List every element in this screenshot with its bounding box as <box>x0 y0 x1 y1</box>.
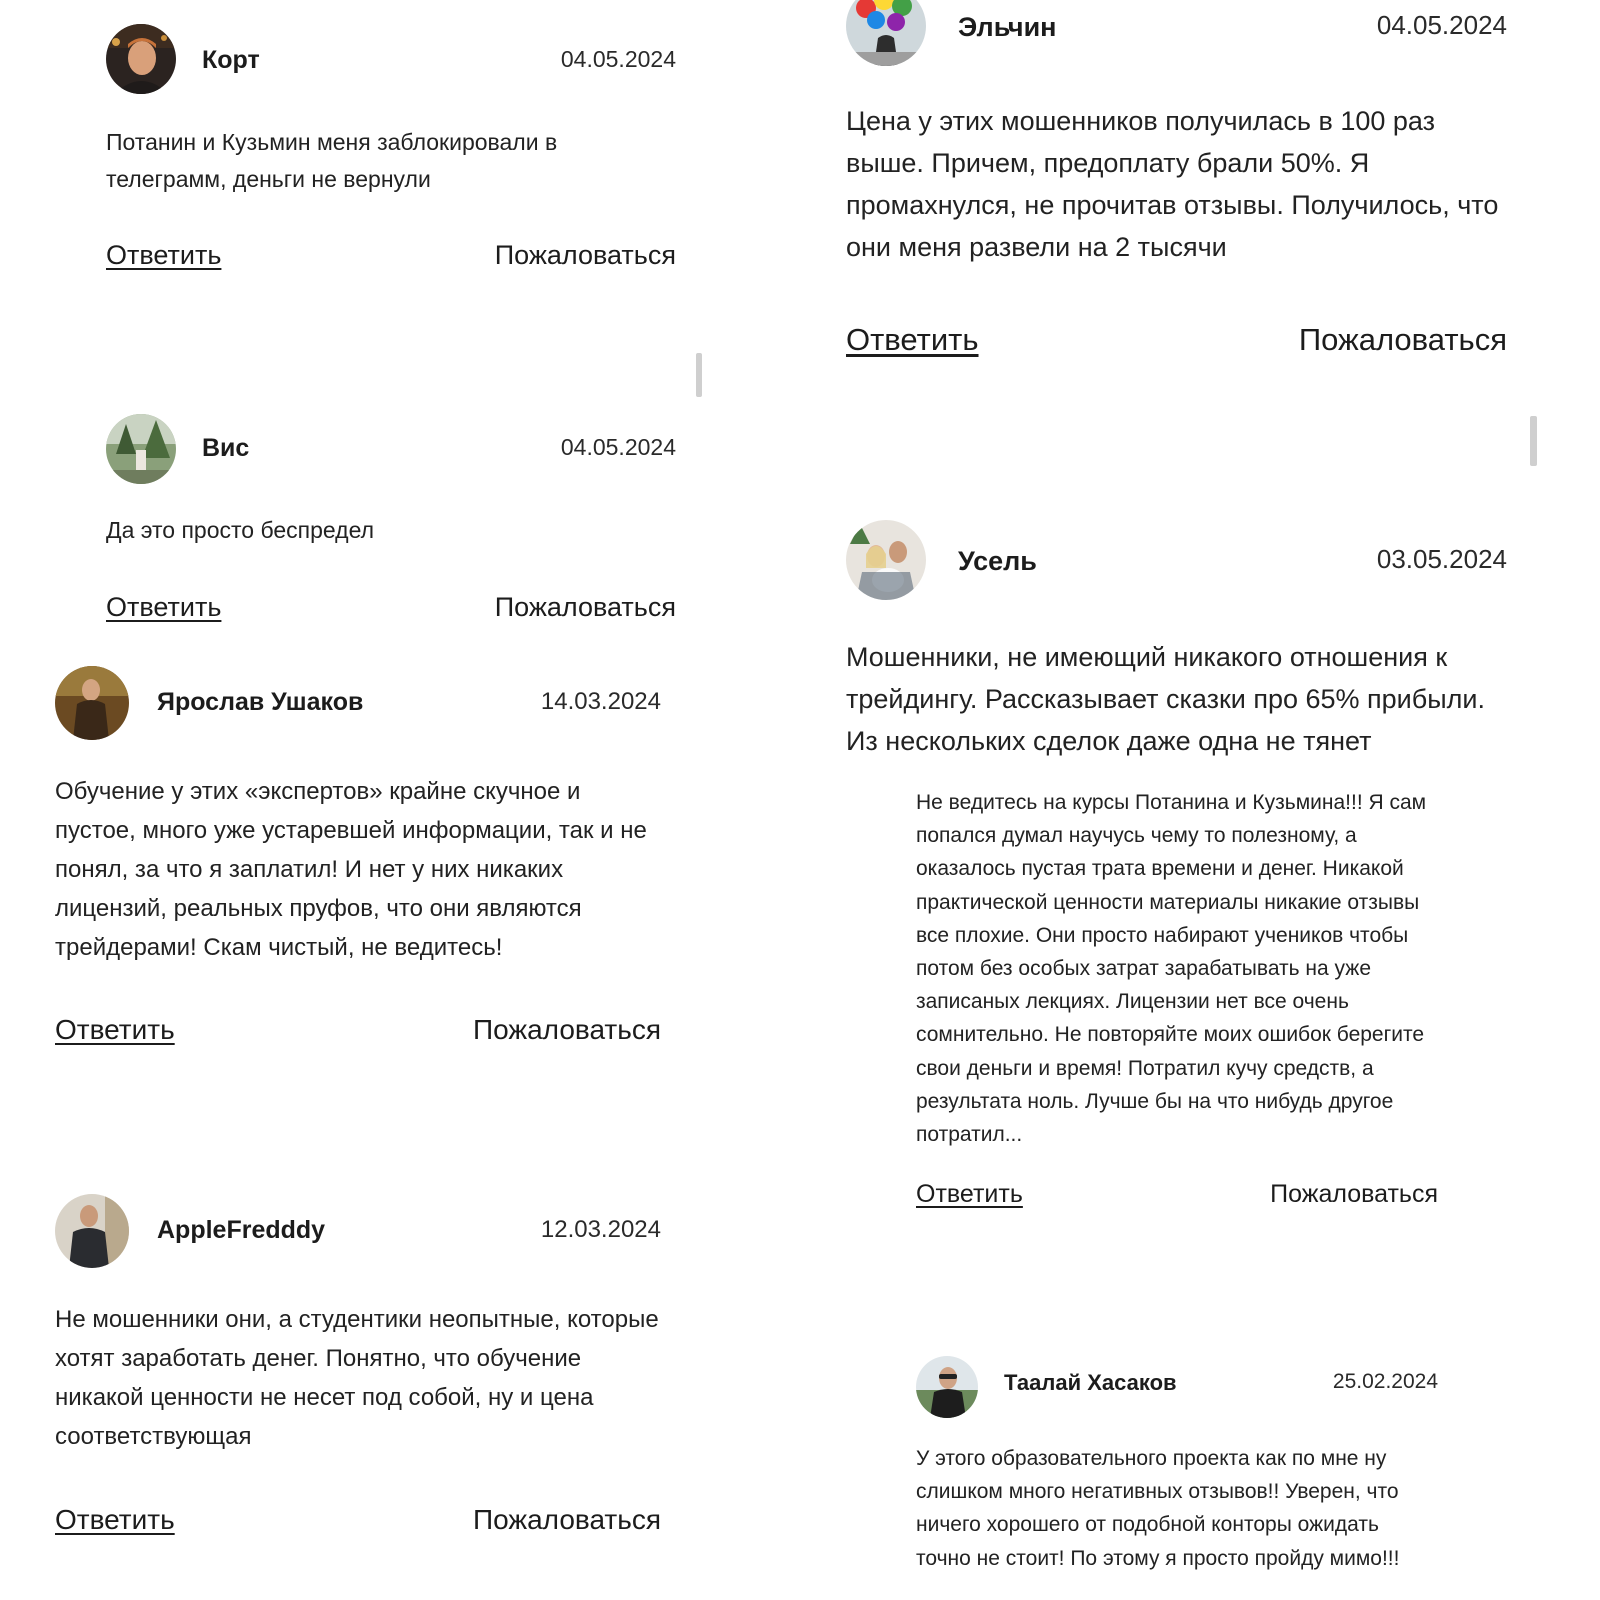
review-text: Да это просто беспредел <box>106 517 375 543</box>
reply-link[interactable]: Ответить <box>846 322 979 357</box>
reply-link[interactable]: Ответить <box>106 592 222 622</box>
author-name: Ярослав Ушаков <box>157 688 364 716</box>
review-card <box>55 666 661 1056</box>
reply-link[interactable]: Ответить <box>55 1504 175 1535</box>
reply-link[interactable]: Ответить <box>55 1014 175 1045</box>
author-name: Вис <box>202 434 250 462</box>
review-date: 12.03.2024 <box>540 1216 661 1243</box>
review-text: Цена у этих мошенников получилась в 100 раз выше. Причем, предоплату брали 50%. Я промахнулся, не прочитав отзывы. Получилось, что они меня развели на 2 тысячи <box>846 106 1499 262</box>
review-card <box>55 1194 661 1554</box>
avatar[interactable] <box>106 414 176 484</box>
avatar[interactable] <box>55 1194 129 1268</box>
report-link[interactable]: Пожаловаться <box>1270 1180 1438 1208</box>
avatar[interactable] <box>106 24 176 94</box>
user-photo-icon <box>106 414 176 484</box>
report-link[interactable]: Пожаловаться <box>1298 322 1507 357</box>
reply-link[interactable]: Ответить <box>916 1180 1023 1208</box>
review-text: Мошенники, не имеющий никакого отношения к трейдингу. Рассказывает сказки про 65% прибыли. Из нескольких сделок даже одна не тянет <box>846 642 1485 756</box>
review-text: Потанин и Кузьмин меня заблокировали в телеграмм, деньги не вернули <box>106 129 558 192</box>
review-date: 04.05.2024 <box>560 46 676 72</box>
avatar[interactable] <box>55 666 129 740</box>
review-card <box>106 414 676 634</box>
review-text: Обучение у этих «экспертов» крайне скучное и пустое, много уже устаревшей информации, так и не понял, за что я заплатил! И нет у них никаких лицензий, реальных пруфов, что они являются трейдерами! Скам чистый, не ведитесь! <box>55 778 647 961</box>
report-link[interactable]: Пожаловаться <box>494 240 676 270</box>
author-name: Таалай Хасаков <box>1004 1370 1177 1395</box>
review-card <box>916 786 1438 1226</box>
scrollbar-thumb[interactable] <box>696 353 702 397</box>
report-link[interactable]: Пожаловаться <box>494 592 676 622</box>
review-text: Не мошенники они, а студентики неопытные, которые хотят заработать денег. Понятно, что обучение никакой ценности не несет под собой, ну и цена соответствующая <box>55 1306 659 1450</box>
user-photo-icon <box>916 1356 978 1418</box>
user-photo-icon <box>846 0 926 66</box>
review-text: Не ведитесь на курсы Потанина и Кузьмина!!! Я сам попался думал научусь чему то полезному, а оказалось пустая трата времени и денег. Никакой практической ценности материалы никакие отзывы все плохие. Они просто набирают учеников чтобы потом без особых затрат зарабатывать на уже записаных лекциях. Лицензии нет все очень сомнительно. Не повторяйте моих ошибок берегите свои деньги и время! Потратил кучу средств, а результата ноль. Лучше бы на что нибудь другое потратил... <box>916 791 1427 1147</box>
avatar[interactable] <box>846 0 926 66</box>
review-text: У этого образовательного проекта как по мне ну слишком много негативных отзывов!! Уверен, что ничего хорошего от подобной конторы ожидать точно не стоит! По этому я просто пройду мимо!!! <box>916 1447 1400 1570</box>
review-card <box>846 0 1507 366</box>
review-date: 14.03.2024 <box>540 688 661 715</box>
review-date: 04.05.2024 <box>1376 10 1507 40</box>
review-date: 03.05.2024 <box>1376 544 1507 574</box>
review-card <box>916 1356 1438 1600</box>
avatar[interactable] <box>916 1356 978 1418</box>
user-photo-icon <box>846 520 926 600</box>
user-photo-icon <box>55 1194 129 1268</box>
author-name: Усель <box>958 546 1037 576</box>
report-link[interactable]: Пожаловаться <box>472 1504 661 1535</box>
author-name: AppleFredddy <box>157 1216 326 1244</box>
reply-link[interactable]: Ответить <box>106 240 222 270</box>
review-card <box>106 24 676 284</box>
avatar[interactable] <box>846 520 926 600</box>
user-photo-icon <box>55 666 129 740</box>
review-card <box>846 520 1507 782</box>
scrollbar-thumb[interactable] <box>1530 416 1537 466</box>
author-name: Корт <box>202 46 260 74</box>
review-date: 25.02.2024 <box>1332 1370 1438 1393</box>
user-photo-icon <box>106 24 176 94</box>
report-link[interactable]: Пожаловаться <box>472 1014 661 1045</box>
author-name: Эльчин <box>958 12 1057 42</box>
review-date: 04.05.2024 <box>560 434 676 460</box>
